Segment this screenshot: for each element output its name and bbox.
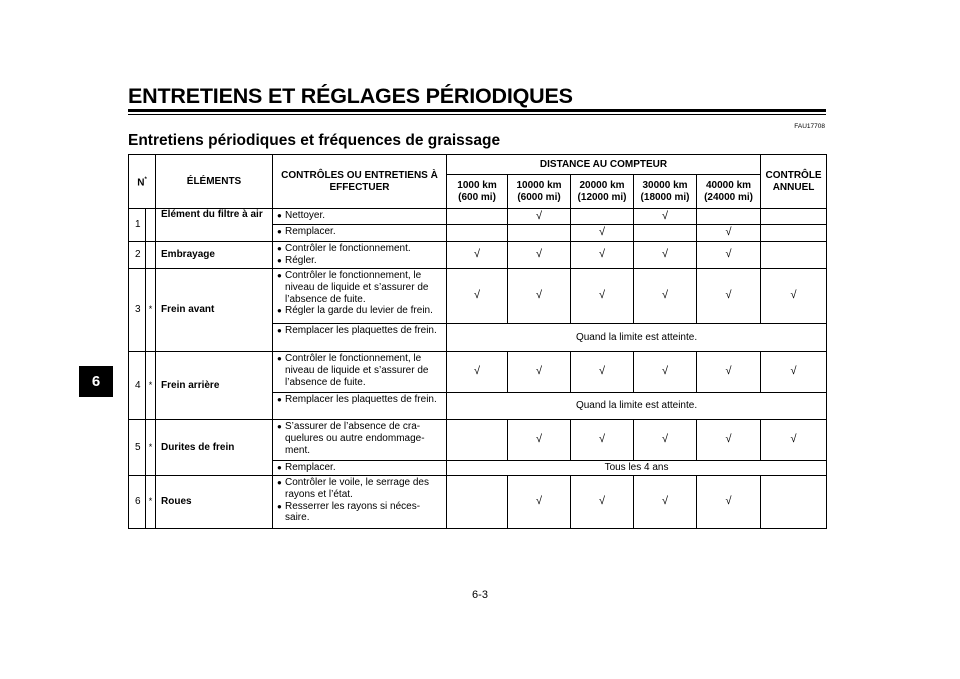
- table-row: [129, 352, 827, 393]
- operation-item: [277, 226, 444, 238]
- check-mark: √: [571, 225, 634, 242]
- check-mark: [508, 225, 571, 242]
- row-operations: [273, 420, 447, 461]
- row-number: 4: [129, 352, 146, 420]
- operation-text: Contrôler le fonctionnement, le niveau de liquide et s’assurer de l’absence de fuite.: [285, 353, 429, 388]
- distance-km: 10000 km: [516, 179, 562, 191]
- distance-km: 30000 km: [642, 179, 688, 191]
- row-item: Élément du filtre à air: [156, 209, 273, 242]
- check-mark: √: [697, 225, 761, 242]
- distance-mi: (24000 mi): [704, 191, 753, 203]
- check-mark: [571, 209, 634, 225]
- check-mark: √: [634, 420, 697, 461]
- table-row: [129, 242, 827, 269]
- distance-mi: (600 mi): [458, 191, 496, 203]
- operation-item: [277, 243, 444, 255]
- page-number: 6-3: [472, 589, 488, 601]
- distance-mi: (18000 mi): [640, 191, 690, 203]
- header-num: [129, 155, 156, 209]
- check-mark: √: [508, 352, 571, 393]
- operation-text: S’assurer de l’absence de cra-quelures ou autre endommage-ment.: [285, 421, 425, 456]
- check-mark: √: [508, 420, 571, 461]
- row-operations: [273, 209, 447, 225]
- interval-note: Tous les 4 ans: [447, 461, 827, 476]
- check-mark: [634, 225, 697, 242]
- bullet-icon: ●: [277, 211, 282, 220]
- bullet-icon: ●: [277, 306, 282, 316]
- table-row: [129, 269, 827, 324]
- row-star: *: [146, 476, 156, 529]
- check-mark: √: [571, 476, 634, 529]
- operation-item: [277, 421, 444, 456]
- check-mark: √: [697, 420, 761, 461]
- operation-text: Resserrer les rayons si néces-saire.: [285, 500, 421, 524]
- row-operations: [273, 242, 447, 269]
- table-row: [129, 476, 827, 529]
- header-items: ÉLÉMENTS: [156, 155, 273, 209]
- check-mark: [447, 420, 508, 461]
- distance-mi: (12000 mi): [577, 191, 627, 203]
- row-number: 6: [129, 476, 146, 529]
- row-number: 3: [129, 269, 146, 352]
- check-mark: √: [508, 476, 571, 529]
- check-mark: √: [634, 269, 697, 324]
- header-operations: CONTRÔLES OU ENTRETIENS À EFFECTUER: [273, 155, 447, 209]
- title-rule-thin: [128, 114, 826, 115]
- bullet-icon: ●: [277, 326, 282, 335]
- operation-item: [277, 353, 444, 388]
- operation-text: Remplacer les plaquettes de frein.: [285, 325, 437, 336]
- check-mark: √: [508, 242, 571, 269]
- check-mark: √: [571, 352, 634, 393]
- check-mark: √: [761, 420, 827, 461]
- bullet-icon: ●: [277, 463, 282, 472]
- bullet-icon: ●: [277, 244, 282, 253]
- row-star: [146, 209, 156, 242]
- operation-item: [277, 305, 444, 317]
- bullet-icon: ●: [277, 501, 282, 511]
- bullet-icon: ●: [277, 354, 282, 363]
- check-mark: [447, 225, 508, 242]
- check-mark: √: [761, 352, 827, 393]
- bullet-icon: ●: [277, 256, 282, 265]
- distance-km: 20000 km: [579, 179, 625, 191]
- operation-item: [277, 325, 444, 337]
- check-mark: √: [697, 476, 761, 529]
- row-operations: [273, 225, 447, 242]
- row-operations: [273, 324, 447, 352]
- row-star: *: [146, 352, 156, 420]
- operation-text: Régler la garde du levier de frein.: [285, 305, 433, 317]
- check-mark: [761, 242, 827, 269]
- check-mark: √: [634, 352, 697, 393]
- check-mark: √: [571, 242, 634, 269]
- row-item: Durites de frein: [156, 420, 273, 476]
- header-distance: DISTANCE AU COMPTEUR: [447, 155, 761, 175]
- row-number: 1: [129, 209, 146, 242]
- operation-text: Remplacer.: [285, 226, 336, 237]
- distance-km: 40000 km: [706, 179, 752, 191]
- bullet-icon: ●: [277, 395, 282, 404]
- check-mark: [697, 209, 761, 225]
- table-row: [129, 420, 827, 461]
- check-mark: [761, 225, 827, 242]
- check-mark: √: [761, 269, 827, 324]
- table-row: [129, 209, 827, 225]
- row-item: Frein avant: [156, 269, 273, 352]
- row-star: *: [146, 269, 156, 352]
- check-mark: √: [634, 476, 697, 529]
- title-rule-thick: [128, 109, 826, 112]
- operation-text: Contrôler le fonctionnement, le niveau de liquide et s’assurer de l’absence de fuite.: [285, 270, 429, 305]
- reference-code: FAU17708: [794, 123, 825, 130]
- check-mark: [447, 209, 508, 225]
- distance-mi: (6000 mi): [517, 191, 561, 203]
- row-operations: [273, 476, 447, 529]
- row-star: *: [146, 420, 156, 476]
- operation-item: [277, 477, 444, 501]
- check-mark: √: [508, 269, 571, 324]
- distance-km: 1000 km: [457, 179, 497, 191]
- header-annual: CONTRÔLE ANNUEL: [761, 155, 827, 209]
- check-mark: [447, 476, 508, 529]
- header-distance-col: [447, 175, 508, 209]
- row-number: 5: [129, 420, 146, 476]
- operation-text: Nettoyer.: [285, 210, 326, 221]
- chapter-tab: 6: [79, 366, 113, 397]
- header-distance-col: [508, 175, 571, 209]
- bullet-icon: ●: [277, 478, 282, 487]
- operation-item: [277, 501, 444, 525]
- check-mark: √: [697, 352, 761, 393]
- row-item: Roues: [156, 476, 273, 529]
- row-operations: [273, 269, 447, 324]
- check-mark: √: [634, 242, 697, 269]
- row-operations: [273, 393, 447, 420]
- operation-item: [277, 462, 444, 474]
- operation-item: [277, 210, 444, 222]
- operation-text: Contrôler le fonctionnement.: [285, 243, 411, 254]
- interval-note: Quand la limite est atteinte.: [447, 324, 827, 352]
- check-mark: √: [571, 269, 634, 324]
- check-mark: √: [697, 242, 761, 269]
- section-title: Entretiens périodiques et fréquences de graissage: [128, 132, 501, 149]
- bullet-icon: ●: [277, 227, 282, 236]
- check-mark: [761, 209, 827, 225]
- check-mark: √: [634, 209, 697, 225]
- interval-note: Quand la limite est atteinte.: [447, 393, 827, 420]
- check-mark: √: [508, 209, 571, 225]
- header-distance-col: [697, 175, 761, 209]
- operation-item: [277, 394, 444, 406]
- operation-text: Remplacer les plaquettes de frein.: [285, 394, 437, 405]
- header-distance-col: [571, 175, 634, 209]
- bullet-icon: ●: [277, 422, 282, 431]
- operation-text: Remplacer.: [285, 462, 336, 473]
- page-title: ENTRETIENS ET RÉGLAGES PÉRIODIQUES: [128, 84, 573, 108]
- bullet-icon: ●: [277, 271, 282, 280]
- check-mark: √: [571, 420, 634, 461]
- row-operations: [273, 352, 447, 393]
- header-num-star: *: [144, 176, 147, 183]
- maintenance-table: [128, 154, 827, 529]
- operation-item: [277, 255, 444, 267]
- row-number: 2: [129, 242, 146, 269]
- check-mark: [761, 476, 827, 529]
- operation-item: [277, 270, 444, 305]
- check-mark: √: [447, 352, 508, 393]
- operation-text: Contrôler le voile, le serrage des rayons et l’état.: [285, 477, 429, 500]
- row-star: [146, 242, 156, 269]
- header-distance-col: [634, 175, 697, 209]
- check-mark: √: [447, 242, 508, 269]
- operation-text: Régler.: [285, 255, 317, 266]
- check-mark: √: [447, 269, 508, 324]
- header-num-label: N: [137, 177, 145, 189]
- check-mark: √: [697, 269, 761, 324]
- row-operations: [273, 461, 447, 476]
- row-item: Embrayage: [156, 242, 273, 269]
- row-item: Frein arrière: [156, 352, 273, 420]
